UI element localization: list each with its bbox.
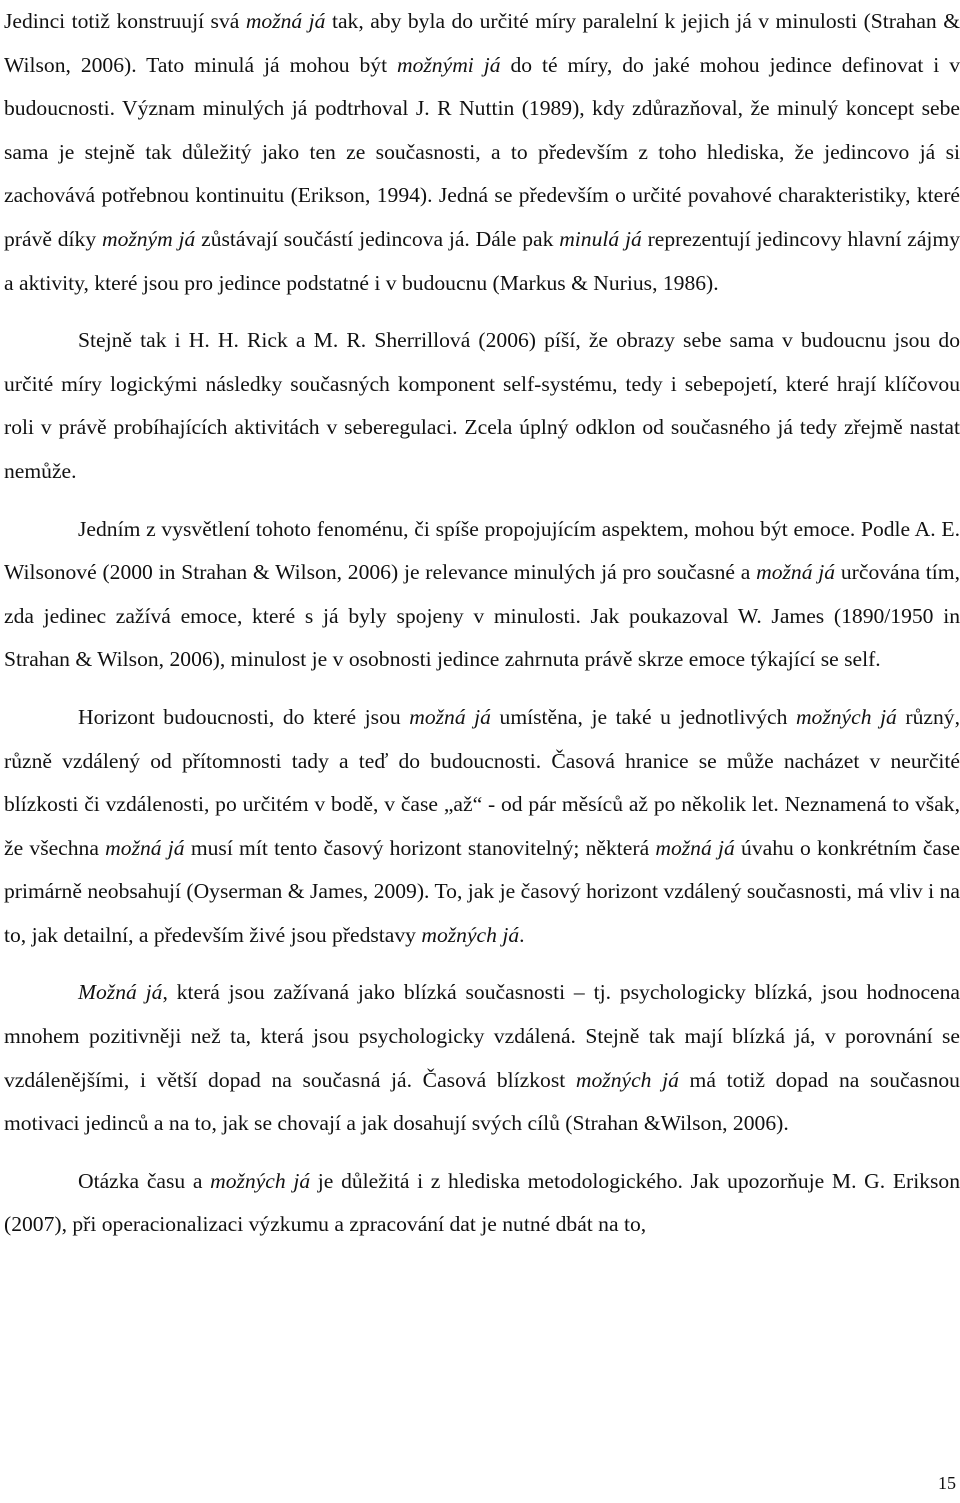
paragraph-gap	[4, 682, 960, 696]
text-run: , která jsou zažívaná jako blízká současnosti – tj. psychologicky blízká, jsou hodnocena mnohem pozitivněji než ta, která jsou psychologicky vzdálená. Stejně tak mají blízká já, v porovnání se vzdálenějšími, i větší dopad na současná já. Časová blízkost	[4, 980, 960, 1092]
paragraph	[4, 696, 960, 958]
document-page	[4, 0, 960, 1247]
italic-term: možných já	[210, 1168, 311, 1193]
page-number: 15	[938, 1473, 956, 1493]
text-run: je důležitá i z hlediska metodologického. Jak upozorňuje M. G. Erikson (2007), při operacionalizaci výzkumu a zpracování dat je nutné dbát na to,	[4, 1168, 960, 1237]
text-run: .	[519, 922, 525, 947]
text-run: Otázka času a	[78, 1168, 211, 1193]
text-run: úvahu o konkrétním čase primárně neobsahují (Oyserman & James, 2009). To, jak je časový horizont vzdálený současnosti, má vliv i na to, jak detailní, a především živé jsou představy	[4, 835, 960, 947]
text-run: Horizont budoucnosti, do které jsou	[78, 704, 410, 729]
italic-term: možná já	[756, 560, 836, 585]
italic-term: možná já	[409, 704, 491, 729]
text-run: Stejně tak i H. H. Rick a M. R. Sherrillová (2006) píší, že obrazy sebe sama v budoucnu jsou do určité míry logickými následky současných komponent self-systému, tedy i sebepojetí, které hrají klíčovou roli v právě probíhajících aktivitách v seberegulaci. Zcela úplný odklon od současného já tedy zřejmě nastat nemůže.	[4, 328, 960, 483]
italic-term: možná já	[105, 835, 185, 860]
paragraph	[4, 0, 960, 305]
text-run: zůstávají součástí jedincova já. Dále pak	[195, 226, 560, 251]
text-run: do té míry, do jaké mohou jedince definovat i v budoucnosti. Význam minulých já podtrhoval J. R Nuttin (1989), kdy zdůrazňoval, že minulý koncept sebe sama je stejně tak důležitý jako ten ze současnosti, a to především z toho hlediska, že jedincovo já si zachovává potřebnou kontinuitu (Erikson, 1994). Jedná se především o určité povahové charakteristiky, které právě díky	[4, 52, 960, 251]
italic-term: možná já	[245, 9, 326, 33]
text-run: musí mít tento časový horizont stanovitelný; některá	[184, 835, 656, 860]
italic-term: možných já	[795, 704, 897, 729]
paragraph-gap	[4, 1146, 960, 1160]
text-run: Jedním z vysvětlení tohoto fenoménu, či spíše propojujícím aspektem, mohou být emoce. Podle A. E. Wilsonové (2000 in Strahan & Wilson, 2006) je relevance minulých já pro současné a	[4, 516, 960, 585]
text-run: Jedinci totiž konstruují svá	[4, 9, 246, 33]
paragraph	[4, 319, 960, 493]
italic-term: možná já	[655, 835, 735, 860]
paragraph-gap	[4, 957, 960, 971]
paragraph	[4, 1160, 960, 1247]
paragraph	[4, 971, 960, 1145]
italic-term: minulá já	[559, 226, 642, 251]
italic-term: Možná já	[78, 980, 163, 1005]
body-text	[4, 0, 960, 1247]
paragraph-gap	[4, 494, 960, 508]
text-run: různý, různě vzdálený od přítomnosti tady a teď do budoucnosti. Časová hranice se může nacházet v neurčité blízkosti či vzdálenosti, po určitém v bodě, v čase „až“ - od pár měsíců až po několik let. Neznamená to však, že všechna	[4, 704, 960, 860]
italic-term: možných já	[575, 1067, 679, 1092]
text-run: reprezentují jedincovy hlavní zájmy a aktivity, které jsou pro jedince podstatné i v budoucnu (Markus & Nurius, 1986).	[4, 226, 960, 295]
text-run: tak, aby byla do určité míry paralelní k jejich já v minulosti (Strahan & Wilson, 2006). Tato minulá já mohou být	[4, 9, 960, 77]
paragraph-gap	[4, 305, 960, 319]
text-run: umístěna, je také u jednotlivých	[490, 704, 796, 729]
italic-term: možným já	[101, 226, 196, 251]
italic-term: možných já	[421, 922, 520, 947]
text-run: má totiž dopad na současnou motivaci jedinců a na to, jak se chovají a jak dosahují svých cílů (Strahan &Wilson, 2006).	[4, 1067, 960, 1136]
text-run: určována tím, zda jedinec zažívá emoce, které s já byly spojeny v minulosti. Jak poukazoval W. James (1890/1950 in Strahan & Wilson, 2006), minulost je v osobnosti jedince zahrnuta právě skrze emoce týkající se self.	[4, 560, 960, 672]
paragraph	[4, 508, 960, 682]
italic-term: možnými já	[397, 52, 501, 77]
